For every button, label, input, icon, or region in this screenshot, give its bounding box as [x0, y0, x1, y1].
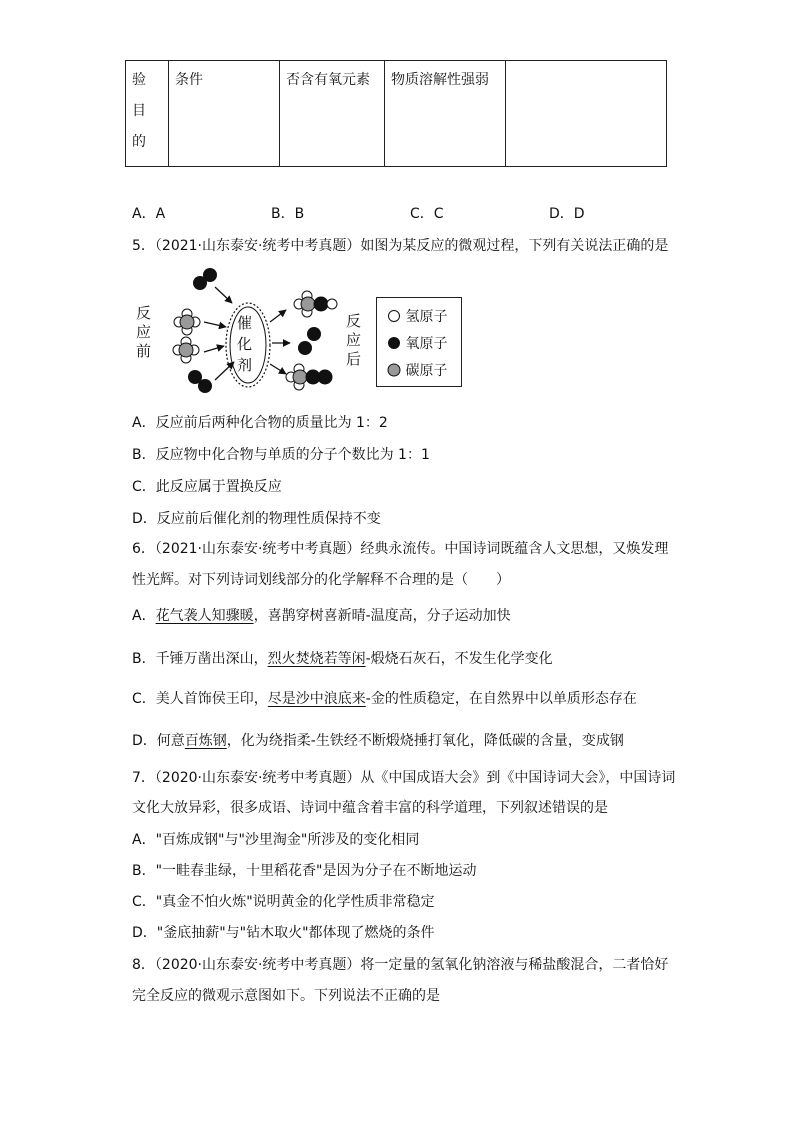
table-text: 的 [132, 134, 146, 150]
oxygen-molecule-icon [298, 327, 321, 355]
question-5-stem: 5．（2021·山东泰安·统考中考真题）如图为某反应的微观过程，下列有关说法正确的是 [132, 238, 669, 254]
table-cell: 否含有氧元素 [280, 61, 385, 167]
question-8-stem-line2: 完全反应的微观示意图如下。下列说法不正确的是 [132, 988, 440, 1004]
underlined-phrase: 尽是沙中浪底来 [267, 691, 366, 707]
oxygen-atom-icon [387, 336, 401, 350]
methane-molecule-icon [173, 337, 199, 363]
q7-option-d: D．"釜底抽薪"与"钻木取火"都体现了燃烧的条件 [132, 925, 435, 941]
table-cell [506, 61, 667, 167]
methane-molecule-icon [174, 309, 200, 335]
catalyst-ellipse [226, 303, 270, 387]
legend-item-oxygen [387, 333, 447, 353]
catalyst-label: 催 化 剂 [237, 314, 253, 374]
hydrogen-atom-icon [387, 309, 401, 323]
option-b: B．B [271, 206, 305, 222]
option-d: D．D [549, 206, 585, 222]
legend-box [376, 297, 462, 387]
question-8-stem-line1: 8．（2020·山东泰安·统考中考真题）将一定量的氢氧化钠溶液与稀盐酸混合，二者恰好 [132, 957, 669, 973]
question-7-stem-line1: 7．（2020·山东泰安·统考中考真题）从《中国成语大会》到《中国诗词大会》，中国诗词 [132, 770, 676, 786]
table-cell-purpose [126, 61, 169, 167]
table-text: 验 [132, 72, 146, 88]
option-a: A．A [132, 206, 166, 222]
q5-option-d: D．反应前后催化剂的物理性质保持不变 [132, 511, 381, 527]
underlined-phrase: 百炼钢 [184, 733, 227, 749]
underlined-phrase: 花气袭人知骤暖 [155, 608, 254, 624]
q6-option-d: D．何意百炼钢，化为绕指柔-生铁经不断煅烧捶打氧化，降低碳的含量，变成钢 [132, 733, 624, 749]
legend-label: 碳原子 [405, 363, 448, 379]
label-after: 反 应 后 [346, 312, 362, 368]
question-6-stem-line2: 性光辉。对下列诗词划线部分的化学解释不合理的是（ ） [132, 572, 510, 588]
legend-item-hydrogen [387, 306, 447, 326]
legend-item-carbon [387, 360, 447, 380]
q6-option-a: A．花气袭人知骤暖，喜鹊穿树喜新晴-温度高，分子运动加快 [132, 608, 511, 624]
carbon-atom-icon [387, 363, 401, 377]
q7-option-c: C．"真金不怕火炼"说明黄金的化学性质非常稳定 [132, 894, 435, 910]
option-c: C．C [410, 206, 444, 222]
q6-option-c: C．美人首饰侯王印，尽是沙中浪底来-金的性质稳定，在自然界中以单质形态存在 [132, 691, 637, 707]
q7-option-b: B．"一畦春韭绿，十里稻花香"是因为分子在不断地运动 [132, 863, 477, 879]
question-table [125, 60, 667, 167]
table-cell: 条件 [169, 61, 280, 167]
table-text: 目 [132, 103, 146, 119]
q6-option-b: B．千锤万凿出深山，烈火焚烧若等闲-煅烧石灰石，不发生化学变化 [132, 651, 553, 667]
oxygen-molecule-icon [188, 370, 212, 393]
q7-option-a: A．"百炼成钢"与"沙里淘金"所涉及的变化相同 [132, 832, 420, 848]
product-molecule-icon [294, 291, 337, 317]
arrow-icon [270, 310, 290, 374]
table-cell: 物质溶解性强弱 [385, 61, 506, 167]
q5-option-a: A．反应前后两种化合物的质量比为 1：2 [132, 415, 388, 431]
legend-label: 氧原子 [405, 336, 448, 352]
question-6-stem-line1: 6．（2021·山东泰安·统考中考真题）经典永流传。中国诗词既蕴含人文思想，又焕发理 [132, 541, 669, 557]
underlined-phrase: 烈火焚烧若等闲 [267, 651, 366, 667]
q5-option-c: C．此反应属于置换反应 [132, 479, 282, 495]
product-molecule-icon [286, 364, 332, 390]
q5-option-b: B．反应物中化合物与单质的分子个数比为 1：1 [132, 447, 430, 463]
oxygen-molecule-icon [193, 268, 217, 290]
question-7-stem-line2: 文化大放异彩，很多成语、诗词中蕴含着丰富的科学道理，下列叙述错误的是 [132, 800, 608, 816]
label-before: 反 应 前 [136, 304, 152, 360]
legend-label: 氢原子 [405, 309, 448, 325]
